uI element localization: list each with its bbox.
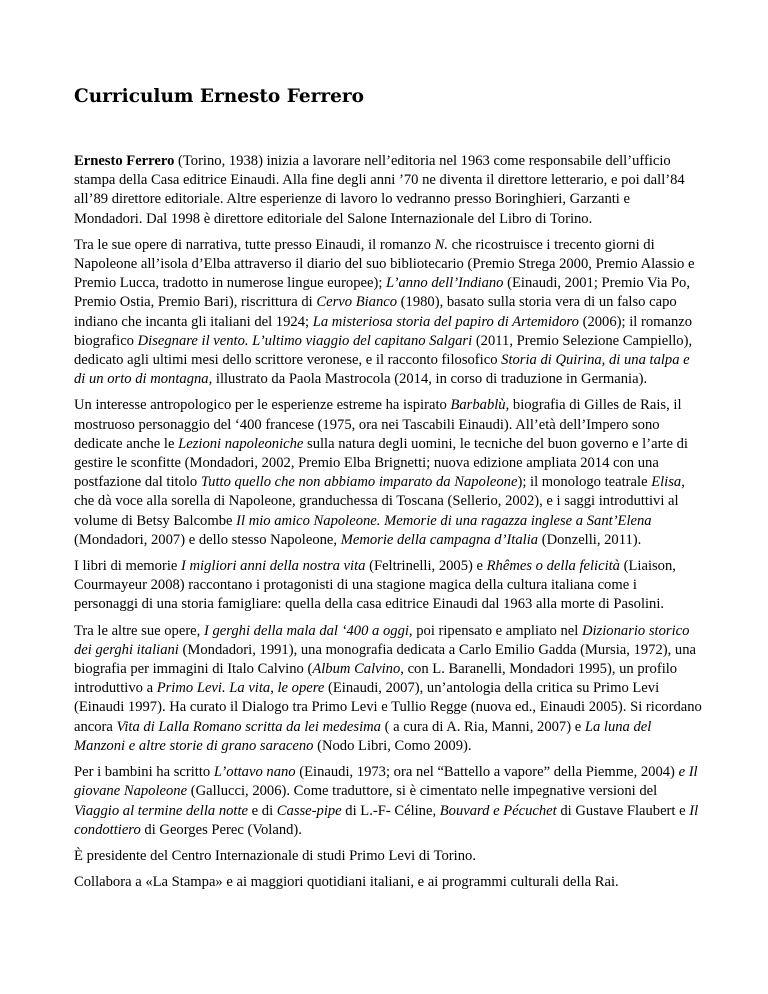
text-run: , illustrato da Paola Mastrocola (2014, in corso di traduzione in Germania). bbox=[208, 371, 648, 388]
italic-title: Dizionario storico dei gerghi italiani bbox=[74, 622, 690, 658]
text-run: ( a cura di A. Ria, Manni, 2007) e bbox=[380, 718, 585, 735]
italic-title: N. bbox=[434, 236, 448, 253]
text-run: (Mondadori, 1991), una monografia dedicata a Carlo Emilio Gadda (Mursia, 1972), una biografia per immagini di Italo Calvino ( bbox=[74, 641, 696, 678]
italic-title: L’anno dell’Indiano bbox=[386, 275, 504, 292]
text-run: (Gallucci, 2006). Come traduttore, si è cimentato nelle impegnative versioni del bbox=[187, 783, 658, 800]
italic-title: Disegnare il vento. L’ultimo viaggio del capitano Salgari bbox=[137, 332, 473, 349]
bold-text: Ernesto Ferrero bbox=[74, 153, 175, 169]
paragraph-anthropology bbox=[74, 396, 702, 550]
italic-title: Tutto quello che non abbiamo imparato da Napoleone bbox=[200, 474, 518, 491]
italic-title: Album Calvino bbox=[312, 661, 401, 678]
italic-title: Vita di Lalla Romano scritta da lei medesima bbox=[116, 718, 381, 735]
italic-title: Lezioni napoleoniche bbox=[178, 435, 304, 452]
paragraph-children-translations bbox=[74, 763, 702, 840]
text-run: Tra le sue opere di narrativa, tutte presso Einaudi, il romanzo bbox=[74, 236, 435, 253]
text-run: È presidente del Centro Internazionale di studi Primo Levi di Torino. bbox=[74, 847, 476, 864]
italic-title: I migliori anni della nostra vita bbox=[181, 558, 366, 575]
text-run: che ricostruisce i trecento giorni di Napoleone all’isola d’Elba attraverso il diario del suo bibliotecario (Premio Strega 2000, Premio Alassio e Premio Lucca, tradotto in numerose lingue europee); bbox=[74, 236, 695, 292]
paragraph-intro bbox=[74, 152, 702, 229]
text-run: (Einaudi, 2007), un’antologia della critica su Primo Levi (Einaudi 1997). Ha curato il Dialogo tra Primo Levi e Tullio Regge (nuova ed., Einaudi 2005). Si ricordano ancora bbox=[74, 680, 702, 735]
italic-title: Il mio amico Napoleone. Memorie di una ragazza inglese a Sant’Elena bbox=[236, 512, 652, 529]
text-run: , biografia di Gilles de Rais, il mostruoso personaggio del ‘400 francese (1975, ora nei Tascabili Einaudi). All’età dell’Impero sono dedicate anche le bbox=[74, 397, 682, 452]
document-body bbox=[74, 152, 702, 892]
text-run: ); il monologo teatrale bbox=[517, 474, 652, 491]
paragraph-collaborations bbox=[74, 873, 702, 892]
italic-title: Memorie della campagna d’Italia bbox=[340, 531, 539, 548]
text-run: (Mondadori, 2007) e dello stesso Napoleone, bbox=[74, 531, 341, 548]
paragraph-narrative bbox=[74, 236, 702, 390]
italic-title: Il condottiero bbox=[74, 802, 699, 838]
text-run: sulla natura degli uomini, le tecniche del buon governo e l’arte di gestire le sconfitte (Mondadori, 2002, Premio Elba Brignetti; nuova edizione ampliata 2014 con una postfazione dal titolo bbox=[74, 435, 688, 491]
document-title: Curriculum Ernesto Ferrero bbox=[74, 86, 364, 107]
text-run: e di bbox=[248, 802, 277, 819]
text-run: Un interesse antropologico per le esperienze estreme ha ispirato bbox=[74, 397, 451, 414]
italic-title: Rhêmes o della felicità bbox=[486, 558, 620, 575]
italic-title: Cervo Bianco bbox=[316, 294, 398, 311]
italic-title: La misteriosa storia del papiro di Artemidoro bbox=[312, 313, 579, 330]
text-run: , con L. Baranelli, Mondadori 1995), un profilo introduttivo a bbox=[74, 661, 678, 697]
italic-title: Viaggio al termine della notte bbox=[74, 802, 249, 819]
text-run: (Nodo Libri, Como 2009). bbox=[313, 737, 472, 754]
italic-title: Casse-pipe bbox=[276, 802, 342, 819]
text-run: di L.-F- Céline, bbox=[341, 802, 440, 819]
text-run: (Donzelli, 2011). bbox=[538, 531, 642, 548]
italic-title: Primo Levi. La vita, le opere bbox=[156, 680, 325, 697]
text-run: (Einaudi, 1973; ora nel “Battello a vapore” della Piemme, 2004) bbox=[295, 764, 679, 781]
text-run: (2011, Premio Selezione Campiello), dedicato agli ultimi mesi dello scrittore veronese, e il racconto filosofico bbox=[74, 332, 693, 369]
paragraph-other-works bbox=[74, 622, 702, 756]
italic-title: L’ottavo nano bbox=[213, 764, 296, 781]
text-run: (2006); il romanzo biografico bbox=[74, 313, 693, 349]
paragraph-memoirs bbox=[74, 557, 702, 615]
text-run: I libri di memorie bbox=[74, 558, 181, 575]
text-run: (1980), basato sulla storia vera di un falso capo indiano che incanta gli italiani del 1924; bbox=[74, 294, 677, 330]
text-run: , che dà voce alla sorella di Napoleone, granduchessa di Toscana (Sellerio, 2002), e i saggi introduttivi al volume di Betsy Balcombe bbox=[74, 474, 685, 529]
italic-title: La luna del Manzoni e altre storie di grano saraceno bbox=[74, 718, 652, 754]
text-run: (Torino, 1938) inizia a lavorare nell’editoria nel 1963 come responsabile dell’ufficio stampa della Casa editrice Einaudi. Alla fine degli anni ’70 ne diventa il direttore letterario, e poi dall’84 all’89 direttore editoriale. Altre esperienze di lavoro lo vedranno presso Boringhieri, Garzanti e Mondadori. Dal 1998 è direttore editoriale del Salone Internazionale del Libro di Torino. bbox=[74, 153, 685, 227]
italic-title: Barbablù bbox=[450, 397, 506, 414]
text-run: Collabora a «La Stampa» e ai maggiori quotidiani italiani, e ai programmi culturali della Rai. bbox=[74, 874, 619, 891]
italic-title: e Il giovane Napoleone bbox=[74, 764, 698, 800]
text-run: (Feltrinelli, 2005) e bbox=[365, 558, 487, 575]
text-run: Per i bambini ha scritto bbox=[74, 764, 214, 781]
italic-title: Bouvard e Pécuchet bbox=[439, 802, 557, 819]
paragraph-president bbox=[74, 847, 702, 866]
italic-title: Elisa bbox=[651, 474, 682, 491]
text-run: di Georges Perec (Voland). bbox=[140, 821, 302, 838]
italic-title: Storia di Quirina, di una talpa e di un orto di montagna bbox=[74, 352, 690, 388]
text-run: Tra le altre sue opere, bbox=[74, 622, 204, 639]
text-run: di Gustave Flaubert e bbox=[556, 802, 690, 819]
text-run: (Einaudi, 2001; Premio Via Po, Premio Ostia, Premio Bari), riscrittura di bbox=[74, 275, 691, 311]
text-run: (Liaison, Courmayeur 2008) raccontano i protagonisti di una stagione magica della cultura italiana come i personaggi di una storia famigliare: quella della casa editrice Einaudi dal 1963 alla morte di Pasolini. bbox=[74, 558, 676, 613]
text-run: , poi ripensato e ampliato nel bbox=[408, 622, 582, 639]
italic-title: I gerghi della mala dal ‘400 a oggi bbox=[203, 622, 409, 639]
